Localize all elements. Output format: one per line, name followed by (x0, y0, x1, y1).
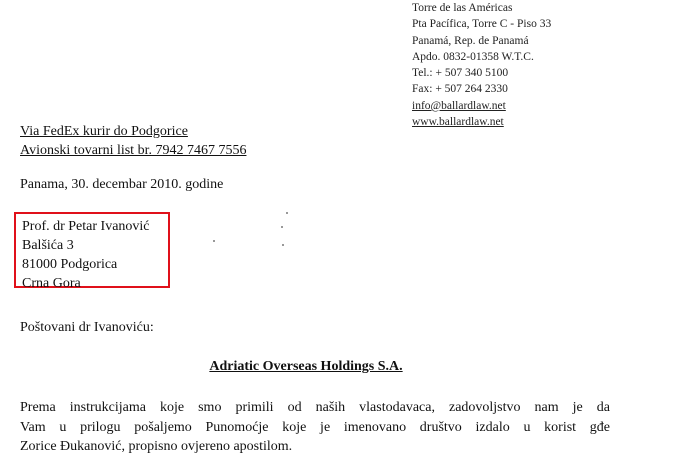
recipient-city: 81000 Podgorica (22, 257, 118, 272)
email-link[interactable]: info@ballardlaw.net (412, 99, 506, 112)
address-line: Pta Pacífica, Torre C - Piso 33 (412, 18, 552, 31)
letter-date: Panama, 30. decembar 2010. godine (20, 177, 224, 192)
delivery-method: Via FedEx kurir do Podgorice (20, 124, 188, 139)
letter-body (20, 398, 610, 457)
recipient-country: Crna Gora (22, 276, 81, 291)
recipient-street: Balšića 3 (22, 238, 74, 253)
recipient-address-highlight (14, 212, 170, 291)
airway-bill-number: Avionski tovarni list br. 7942 7467 7556 (20, 143, 247, 158)
website-link[interactable]: www.ballardlaw.net (412, 116, 504, 129)
fax-number: Fax: + 507 264 2330 (412, 83, 508, 96)
salutation: Poštovani dr Ivanoviću: (20, 320, 154, 335)
scan-speck (213, 240, 215, 242)
scan-speck (282, 244, 284, 246)
body-line: Zorice Đukanović, propisno ovjereno apostilom. (20, 439, 293, 454)
scan-speck (286, 212, 288, 214)
recipient-name: Prof. dr Petar Ivanović (22, 219, 150, 234)
body-line: Vam u prilogu pošaljemo Punomoćje koje je imenovano društvo izdalo u korist gđe (20, 419, 610, 435)
phone-number: Tel.: + 507 340 5100 (412, 67, 509, 80)
address-line: Torre de las Américas (412, 2, 513, 14)
address-line: Apdo. 0832-01358 W.T.C. (412, 50, 534, 63)
letter-subject: Adriatic Overseas Holdings S.A. (209, 359, 403, 374)
body-line: Prema instrukcijama koje smo primili od naših vlastodavaca, zadovoljstvo nam je da (20, 400, 610, 415)
address-line: Panamá, Rep. de Panamá (412, 34, 529, 47)
delivery-info (20, 122, 246, 160)
scan-speck (281, 226, 283, 228)
sender-address-block (412, 0, 551, 130)
